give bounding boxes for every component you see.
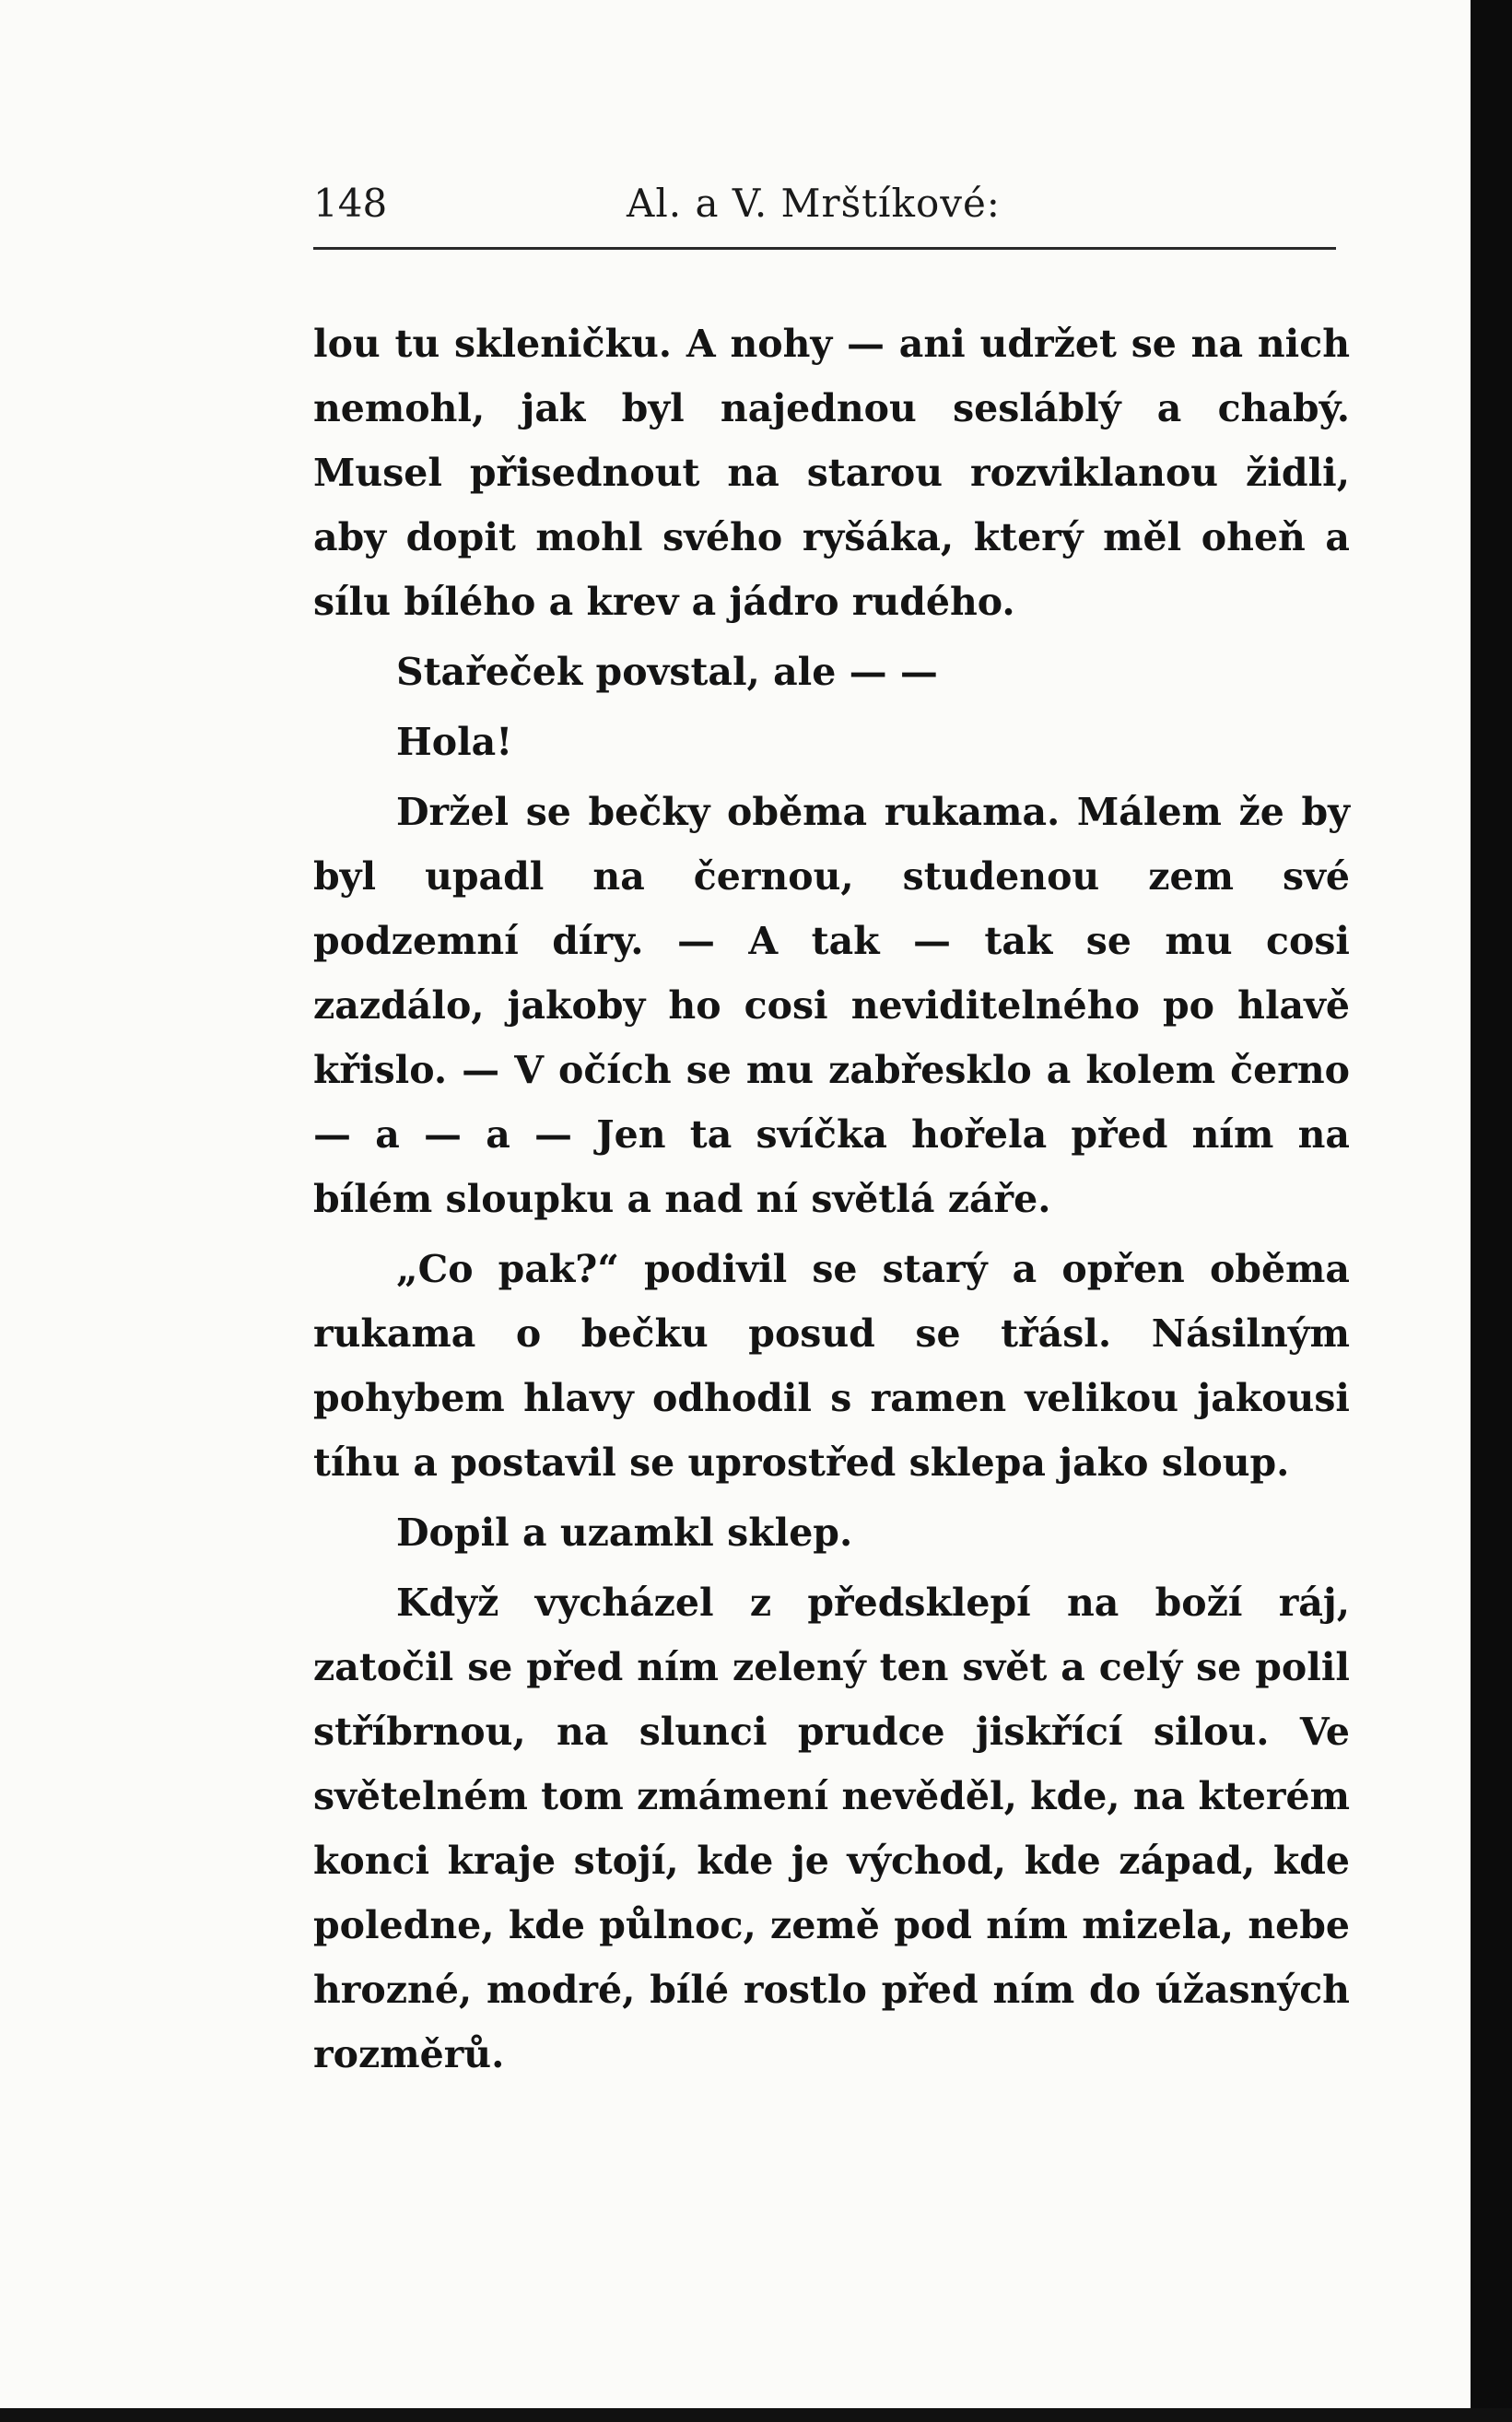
paragraph: Dopil a uzamkl sklep. bbox=[396, 1511, 853, 1555]
header-rule bbox=[313, 247, 1336, 250]
paragraph: Hola! bbox=[396, 720, 513, 764]
scan-edge-bottom bbox=[0, 2408, 1512, 2422]
paragraph: Když vycházel z předsklepí na boží ráj, zatočil se před ním zelený ten svět a celý se polil stříbrnou, na slunci prudce jiskřící silou. Ve světelném tom zmámení nevěděl, kde, na kterém konci kraje stojí, kde je východ, kde západ, kde poledne, kde půlnoc, země pod ním mizela, nebe hrozné, modré, bílé rostlo před ním do úžasných rozměrů. bbox=[313, 1581, 1350, 2076]
paragraph: „Co pak?“ podivil se starý a opřen oběma rukama o bečku posud se třásl. Násilným pohybem hlavy odhodil s ramen velikou jakousi tíhu a postavil se uprostřed sklepa jako sloup. bbox=[313, 1247, 1350, 1485]
paragraph: Stařeček povstal, ale — — bbox=[396, 650, 938, 694]
page-header bbox=[313, 181, 1336, 245]
paragraph: Držel se bečky oběma rukama. Málem že by byl upadl na černou, studenou zem své podzemní díry. — A tak — tak se mu cosi zazdálo, jakoby ho cosi neviditelného po hlavě křislo. — V očích se mu zabřesklo a kolem černo — a — a — Jen ta svíčka hořela před ním na bílém sloupku a nad ní světlá záře. bbox=[313, 790, 1350, 1221]
body-text bbox=[313, 312, 1350, 2092]
running-head: Al. a V. Mrštíkové: bbox=[627, 181, 1001, 226]
scan-edge-right bbox=[1471, 0, 1512, 2422]
page-number: 148 bbox=[313, 181, 388, 226]
paragraph: lou tu skleničku. A nohy — ani udržet se na nich nemohl, jak byl najednou sesláblý a chabý. Musel přisednout na starou rozviklanou židli, aby dopit mohl svého ryšáka, který měl oheň a sílu bílého a krev a jádro rudého. bbox=[313, 322, 1350, 624]
